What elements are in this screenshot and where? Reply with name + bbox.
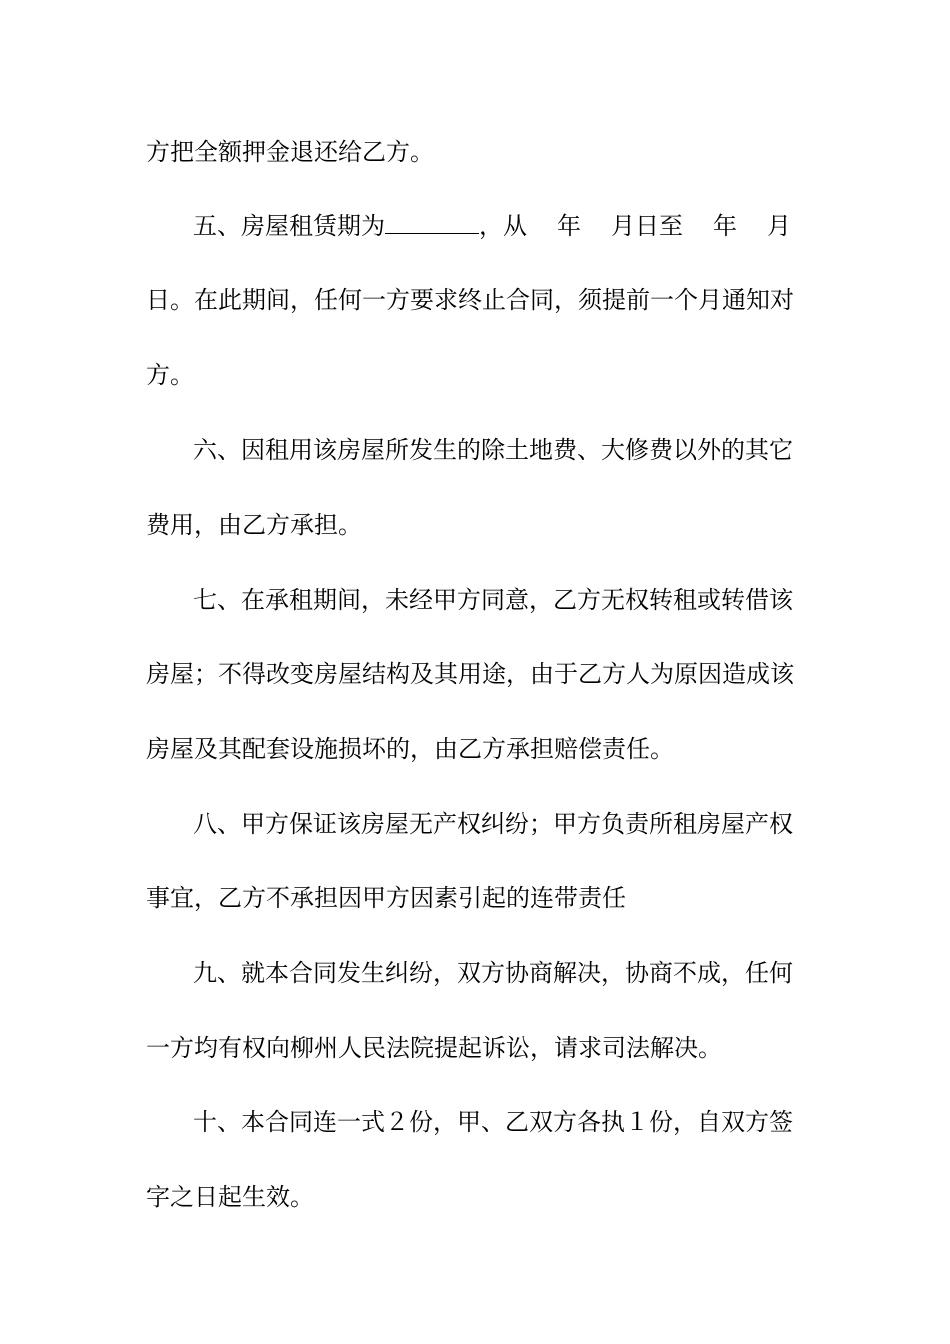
clause-5-text: 五、房屋租赁期为 [193, 212, 385, 240]
clause-5-line [193, 211, 873, 241]
text-line: 房屋及其配套设施损坏的，由乙方承担赔偿责任。 [146, 735, 674, 763]
text-line: 方。 [146, 361, 194, 389]
text-line: 事宜，乙方不承担因甲方因素引起的连带责任 [146, 884, 626, 912]
text-line: 日。在此期间，任何一方要求终止合同，须提前一个月通知对 [146, 286, 794, 314]
end-year: 年 [713, 212, 737, 240]
text-line: 字之日起生效。 [146, 1183, 314, 1211]
clause-7-line: 七、在承租期间，未经甲方同意，乙方无权转租或转借该 [193, 586, 793, 614]
lease-term-blank [385, 213, 479, 234]
clause-10-line: 十、本合同连一式２份，甲、乙双方各执１份，自双方签 [193, 1108, 793, 1136]
end-month: 月 [767, 212, 791, 240]
text-line: 一方均有权向柳州人民法院提起诉讼，请求司法解决。 [146, 1034, 722, 1062]
text-line: 房屋；不得改变房屋结构及其用途，由于乙方人为原因造成该 [146, 660, 794, 688]
clause-5-from: ，从 [479, 212, 527, 240]
start-month-end-day: 月日至 [611, 212, 683, 240]
clause-8-line: 八、甲方保证该房屋无产权纠纷；甲方负责所租房屋产权 [193, 810, 793, 838]
start-year: 年 [557, 212, 581, 240]
clause-9-line: 九、就本合同发生纠纷，双方协商解决，协商不成，任何 [193, 959, 793, 987]
text-line: 方把全额押金退还给乙方。 [146, 138, 434, 166]
clause-6-line: 六、因租用该房屋所发生的除土地费、大修费以外的其它 [193, 436, 793, 464]
text-line: 费用，由乙方承担。 [146, 511, 362, 539]
